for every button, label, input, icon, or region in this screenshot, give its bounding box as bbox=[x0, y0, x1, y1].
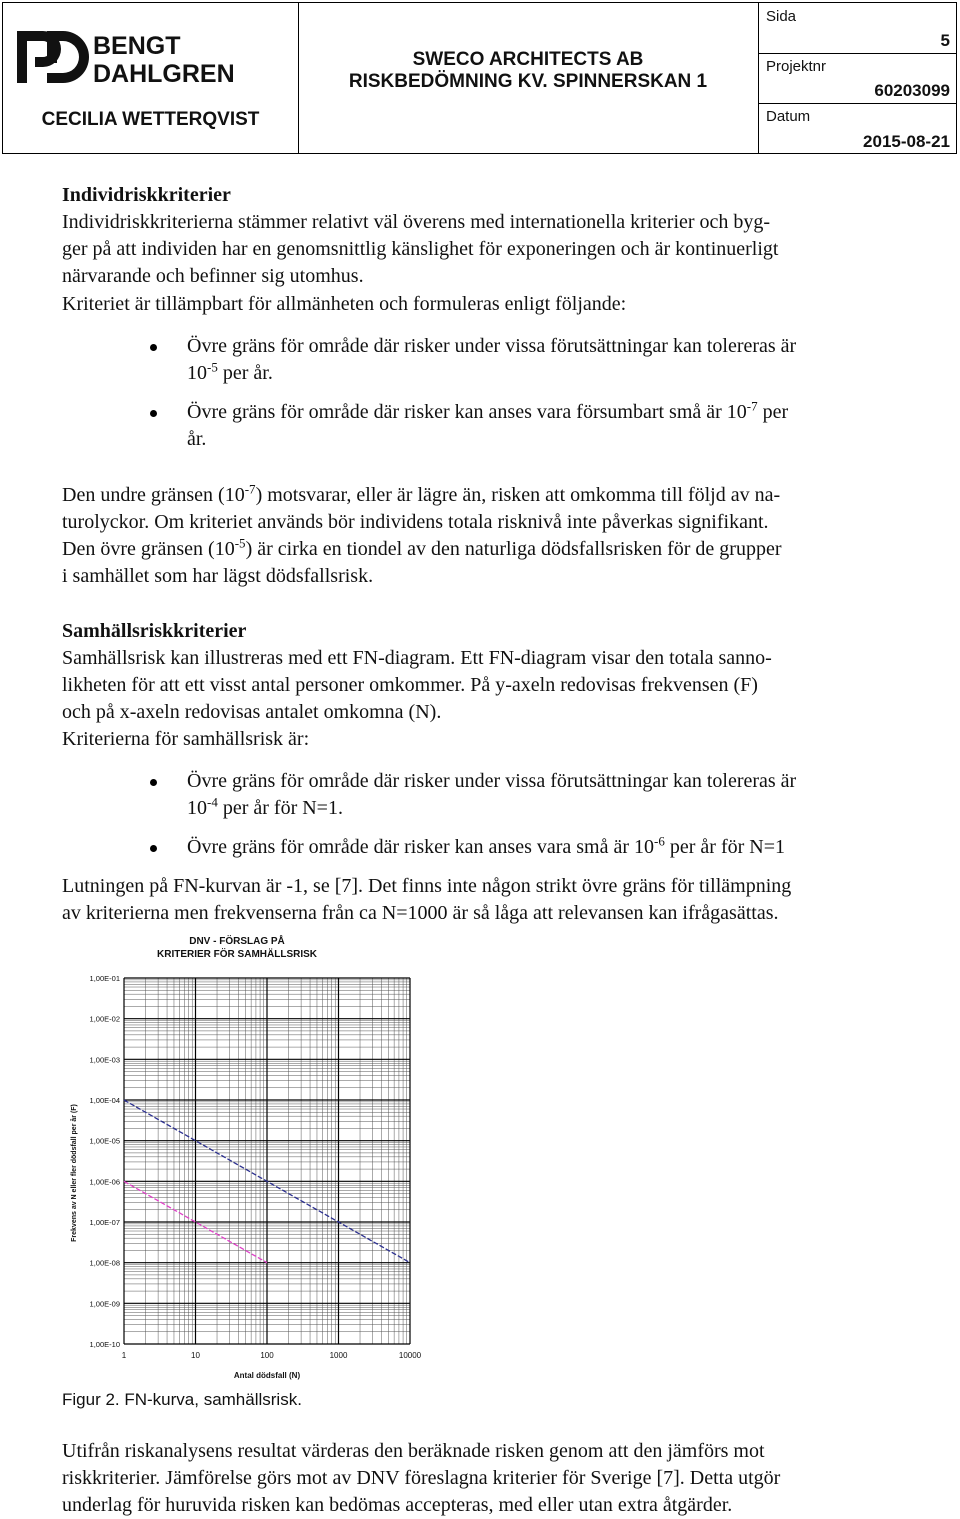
text-line: närvarande och befinner sig utomhus. bbox=[62, 265, 364, 287]
y-tick-label: 1,00E-09 bbox=[89, 1299, 120, 1309]
chart-x-axis-label: Antal dödsfall (N) bbox=[233, 1371, 301, 1380]
text-fragment: ) är cirka en tiondel av den naturliga dödsfallsrisken för de grupper bbox=[245, 538, 782, 560]
exponent: -7 bbox=[746, 398, 758, 414]
project-number: 60203099 bbox=[874, 81, 950, 100]
text-fragment: per år för N=1 bbox=[664, 836, 785, 858]
text-fragment: Övre gräns för område där risker kan anses vara små är 10 bbox=[187, 836, 655, 858]
section2-bullet1 bbox=[187, 768, 917, 822]
text-fragment: 10 bbox=[187, 797, 207, 819]
text-line: Lutningen på FN-kurvan är -1, se [7]. Det finns inte någon strikt övre gräns för tillämpning bbox=[62, 875, 792, 897]
section3-paragraph bbox=[62, 1438, 920, 1519]
section2-paragraph2: Kriterierna för samhällsrisk är: bbox=[62, 728, 310, 750]
chart-y-tick-labels bbox=[90, 974, 120, 1349]
y-tick-label: 1,00E-03 bbox=[89, 1055, 120, 1065]
exponent: -5 bbox=[207, 359, 218, 375]
x-tick-label: 1 bbox=[121, 1351, 127, 1360]
section2-paragraph1 bbox=[62, 645, 920, 726]
page-label: Sida bbox=[766, 8, 797, 25]
section-heading-individrisk: Individriskkriterier bbox=[62, 184, 231, 206]
text-fragment: per år för N=1. bbox=[217, 797, 343, 819]
y-tick-label: 1,00E-02 bbox=[89, 1014, 120, 1024]
text-line bbox=[187, 399, 917, 426]
text-line: ger på att individen har en genomsnittlig känslighet för exponeringen och är kontinuerligt bbox=[62, 238, 779, 260]
date-row bbox=[758, 103, 956, 154]
company-name: SWECO ARCHITECTS AB bbox=[412, 49, 644, 70]
text-line: Utifrån riskanalysens resultat värderas den beräknade risken genom att den jämförs mot bbox=[62, 1440, 765, 1462]
y-tick-label: 1,00E-06 bbox=[89, 1177, 120, 1187]
bengt-dahlgren-logo bbox=[13, 27, 283, 87]
text-fragment: per år. bbox=[217, 362, 273, 384]
section2-paragraph3 bbox=[62, 873, 920, 927]
text-fragment: 10 bbox=[187, 362, 207, 384]
y-tick-label: 1,00E-08 bbox=[89, 1258, 120, 1268]
section1-paragraph2: Kriteriet är tillämpbart för allmänheten och formuleras enligt följande: bbox=[62, 293, 627, 315]
text-line: turolyckor. Om kriteriet används bör individens totala risknivå inte påverkas signifikant. bbox=[62, 511, 769, 533]
section1-bullet2 bbox=[187, 399, 917, 453]
chart-x-tick-labels bbox=[122, 1351, 422, 1360]
header-left-cell bbox=[3, 3, 299, 153]
text-line: riskkriterier. Jämförelse görs mot av DNV föreslagna kriterier för Sverige [7]. Detta utgör bbox=[62, 1467, 781, 1489]
section2-bullet2 bbox=[187, 834, 917, 861]
bullet-dot bbox=[150, 845, 157, 852]
bullet-dot bbox=[150, 779, 157, 786]
fn-diagram-chart bbox=[62, 926, 432, 1386]
exponent: -4 bbox=[207, 794, 218, 810]
report-title: RISKBEDÖMNING KV. SPINNERSKAN 1 bbox=[348, 71, 708, 92]
logo-line2: DAHLGREN bbox=[93, 60, 235, 87]
exponent: -6 bbox=[654, 833, 665, 849]
logo-line1: BENGT bbox=[93, 32, 181, 60]
figure-caption: Figur 2. FN-kurva, samhällsrisk. bbox=[62, 1390, 302, 1409]
text-line bbox=[62, 482, 920, 509]
y-tick-label: 1,00E-10 bbox=[89, 1340, 120, 1349]
x-tick-label: 10000 bbox=[398, 1351, 422, 1360]
y-tick-label: 1,00E-04 bbox=[89, 1096, 120, 1105]
text-line: Övre gräns för område där risker under vissa förutsättningar kan tolereras är bbox=[187, 335, 797, 357]
text-line bbox=[187, 360, 917, 387]
x-tick-label: 100 bbox=[260, 1351, 274, 1360]
bullet-dot bbox=[150, 344, 157, 351]
text-line: Samhällsrisk kan illustreras med ett FN-diagram. Ett FN-diagram visar den totala sanno- bbox=[62, 647, 772, 669]
page-row bbox=[758, 3, 956, 54]
exponent: -7 bbox=[244, 481, 256, 497]
y-tick-label: 1,00E-05 bbox=[89, 1136, 120, 1146]
company-title bbox=[298, 49, 758, 93]
bullet-dot bbox=[150, 410, 157, 417]
date-label: Datum bbox=[766, 108, 811, 125]
text-fragment: per bbox=[757, 401, 789, 423]
project-label: Projektnr bbox=[766, 58, 827, 75]
project-row bbox=[758, 53, 956, 104]
text-fragment: Övre gräns för område där risker kan anses vara försumbart små är 10 bbox=[187, 401, 747, 423]
chart-y-axis-label: Frekvens av N eller fler dödsfall per år (F) bbox=[71, 1104, 78, 1242]
author-name: CECILIA WETTERQVIST bbox=[41, 109, 260, 130]
text-line bbox=[62, 536, 920, 563]
chart-title-line2: KRITERIER FÖR SAMHÄLLSRISK bbox=[157, 949, 317, 960]
text-fragment: Den övre gränsen (10 bbox=[62, 538, 235, 560]
text-fragment: ) motsvarar, eller är lägre än, risken att omkomma till följd av na- bbox=[255, 484, 781, 506]
exponent: -5 bbox=[234, 535, 246, 551]
section1-bullet1 bbox=[187, 333, 917, 387]
x-tick-label: 1000 bbox=[329, 1351, 348, 1360]
y-tick-label: 1,00E-07 bbox=[89, 1218, 120, 1227]
text-line: Individriskkriterierna stämmer relativt väl överens med internationella kriterier och byg- bbox=[62, 211, 771, 233]
x-tick-label: 10 bbox=[191, 1351, 200, 1360]
text-line: underlag för huruvida risken kan bedömas accepteras, med eller utan extra åtgärder. bbox=[62, 1494, 733, 1516]
y-tick-label: 1,00E-01 bbox=[89, 974, 120, 983]
text-line: likheten för att ett visst antal personer omkommer. På y-axeln redovisas frekvensen (F) bbox=[62, 674, 758, 696]
section-heading-samhallsrisk: Samhällsriskkriterier bbox=[62, 620, 247, 642]
text-line bbox=[187, 795, 917, 822]
text-line: av kriterierna men frekvenserna från ca N=1000 är så låga att relevansen kan ifrågasättas. bbox=[62, 902, 779, 924]
text-fragment: Den undre gränsen (10 bbox=[62, 484, 245, 506]
header-meta-cell bbox=[758, 3, 956, 153]
chart-title-line1: DNV - FÖRSLAG PÅ bbox=[189, 936, 285, 947]
document-header bbox=[2, 2, 957, 154]
text-line: och på x-axeln redovisas antalet omkomna (N). bbox=[62, 701, 442, 723]
text-line: år. bbox=[187, 428, 207, 450]
header-center-cell bbox=[298, 3, 759, 153]
section1-paragraph3 bbox=[62, 482, 920, 590]
section1-paragraph1 bbox=[62, 209, 920, 290]
page-number: 5 bbox=[940, 31, 950, 50]
text-line: i samhället som har lägst dödsfallsrisk. bbox=[62, 565, 374, 587]
text-line: Övre gräns för område där risker under vissa förutsättningar kan tolereras är bbox=[187, 770, 797, 792]
date-value: 2015-08-21 bbox=[863, 132, 950, 151]
